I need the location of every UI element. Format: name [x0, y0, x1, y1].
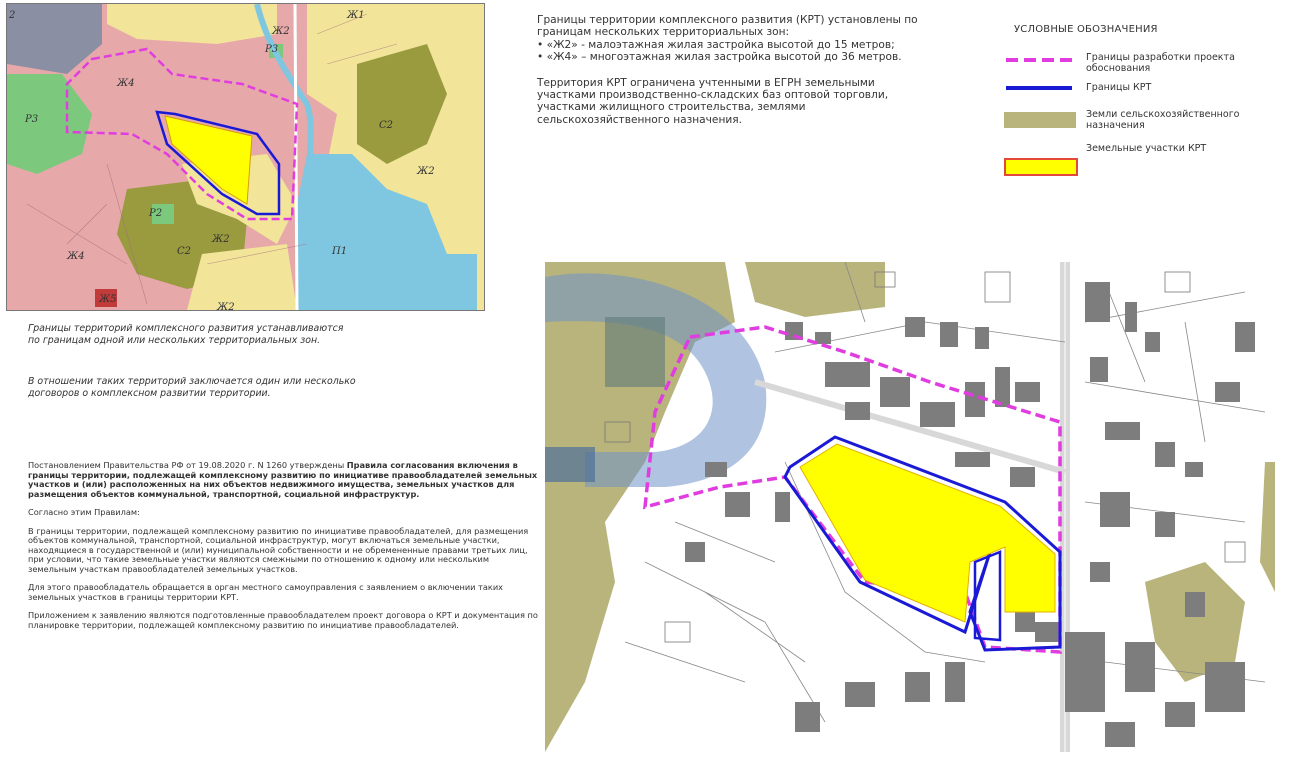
- zone-label: Ж2: [272, 26, 290, 37]
- krt-boundaries-text: [537, 14, 932, 126]
- regulation-intro: Постановлением Правительства РФ от 19.08.2020 г. N 1260 утверждены: [28, 460, 347, 470]
- krt-zone-zh4: • «Ж4» – многоэтажная жилая застройка высотой до 36 метров.: [537, 51, 902, 64]
- zone-label: С2: [177, 246, 192, 257]
- solid-line-swatch: [1004, 83, 1074, 93]
- legend-label: Земли сельскохозяйственного назначения: [1086, 109, 1240, 131]
- fill-swatch: [1004, 112, 1076, 128]
- regulation-text: [28, 461, 538, 639]
- legend: [1004, 20, 1294, 220]
- regulation-rules-title: Правила согласования включения в границы территории, подлежащей комплексному развитию по инициативе правообладателей земельных участков и (или) расположенных на них объектов недвижимого имущества, земельных участков для размещения объектов коммунальной, транспортной, социальной инфраструктур.: [28, 460, 538, 499]
- regulation-paragraph-3: В границы территории, подлежащей комплексному развитию по инициативе правообладателей, для размещения объектов коммунальной, транспортной, социальной инфраструктур, могут включаться земельные участки, находящиеся в государственной и (или) муниципальной собственности и не обремененные правами третьих лиц, при условии, что такие земельные участки являются смежными по отношению к одному или нескольким земельным участкам правообладателей земельных участков.: [28, 525, 529, 574]
- legend-label: Границы КРТ: [1086, 82, 1152, 93]
- zone-label: Ж5: [99, 294, 117, 305]
- regulation-paragraph-2: Согласно этим Правилам:: [28, 507, 140, 517]
- zone-label: С2: [379, 120, 394, 131]
- krt-zone-zh2: • «Ж2» - малоэтажная жилая застройка высотой до 15 метров;: [537, 38, 895, 51]
- zoning-map-graphic: [7, 4, 484, 310]
- zone-label: 2: [9, 10, 16, 21]
- zone-label: Р3: [25, 114, 39, 125]
- regulation-paragraph-5: Приложением к заявлению являются подготовленные правообладателем проект договора о КРТ и документация по планировке территории, подлежащей комплексному развитию по инициативе правообладателей.: [28, 610, 538, 630]
- zone-label: Ж4: [117, 78, 135, 89]
- caption-contracts: В отношении таких территорий заключается один или несколько договоров о комплексном развитии территории.: [28, 376, 356, 399]
- legend-title: УСЛОВНЫЕ ОБОЗНАЧЕНИЯ: [1014, 24, 1158, 35]
- zone-label: Ж2: [212, 234, 230, 245]
- regulation-paragraph-1: [28, 461, 538, 499]
- krt-limits: Территория КРТ ограничена учтенными в ЕГРН земельными участками производственно-складских баз оптовой торговли, участками жилищного строительства, землями сельскохозяйственного назначения.: [537, 76, 889, 126]
- zone-label: Р3: [265, 44, 279, 55]
- legend-label: Земельные участки КРТ: [1086, 143, 1207, 154]
- krt-intro: Границы территории комплексного развития (КРТ) установлены по границам нескольких территориальных зон:: [537, 14, 918, 39]
- zone-label: Ж2: [417, 166, 435, 177]
- zoning-map: [6, 3, 485, 311]
- detail-map-graphic: [545, 262, 1275, 752]
- regulation-paragraph-4: Для этого правообладатель обращается в орган местного самоуправления с заявлением о включении таких земельных участков в границы территории КРТ.: [28, 582, 503, 602]
- zone-label: Ж1: [347, 10, 365, 21]
- detail-map: [545, 262, 1275, 752]
- fill-swatch: [1004, 158, 1078, 176]
- legend-label: Границы разработки проекта обоснования: [1086, 52, 1235, 74]
- dashed-line-swatch: [1004, 55, 1074, 65]
- caption-zones: Границы территорий комплексного развития устанавливаются по границам одной или нескольких территориальных зон.: [28, 323, 344, 346]
- zone-label: П1: [332, 246, 348, 257]
- zone-label: Р2: [149, 208, 163, 219]
- zone-label: Ж2: [217, 302, 235, 310]
- zone-label: Ж4: [67, 251, 85, 262]
